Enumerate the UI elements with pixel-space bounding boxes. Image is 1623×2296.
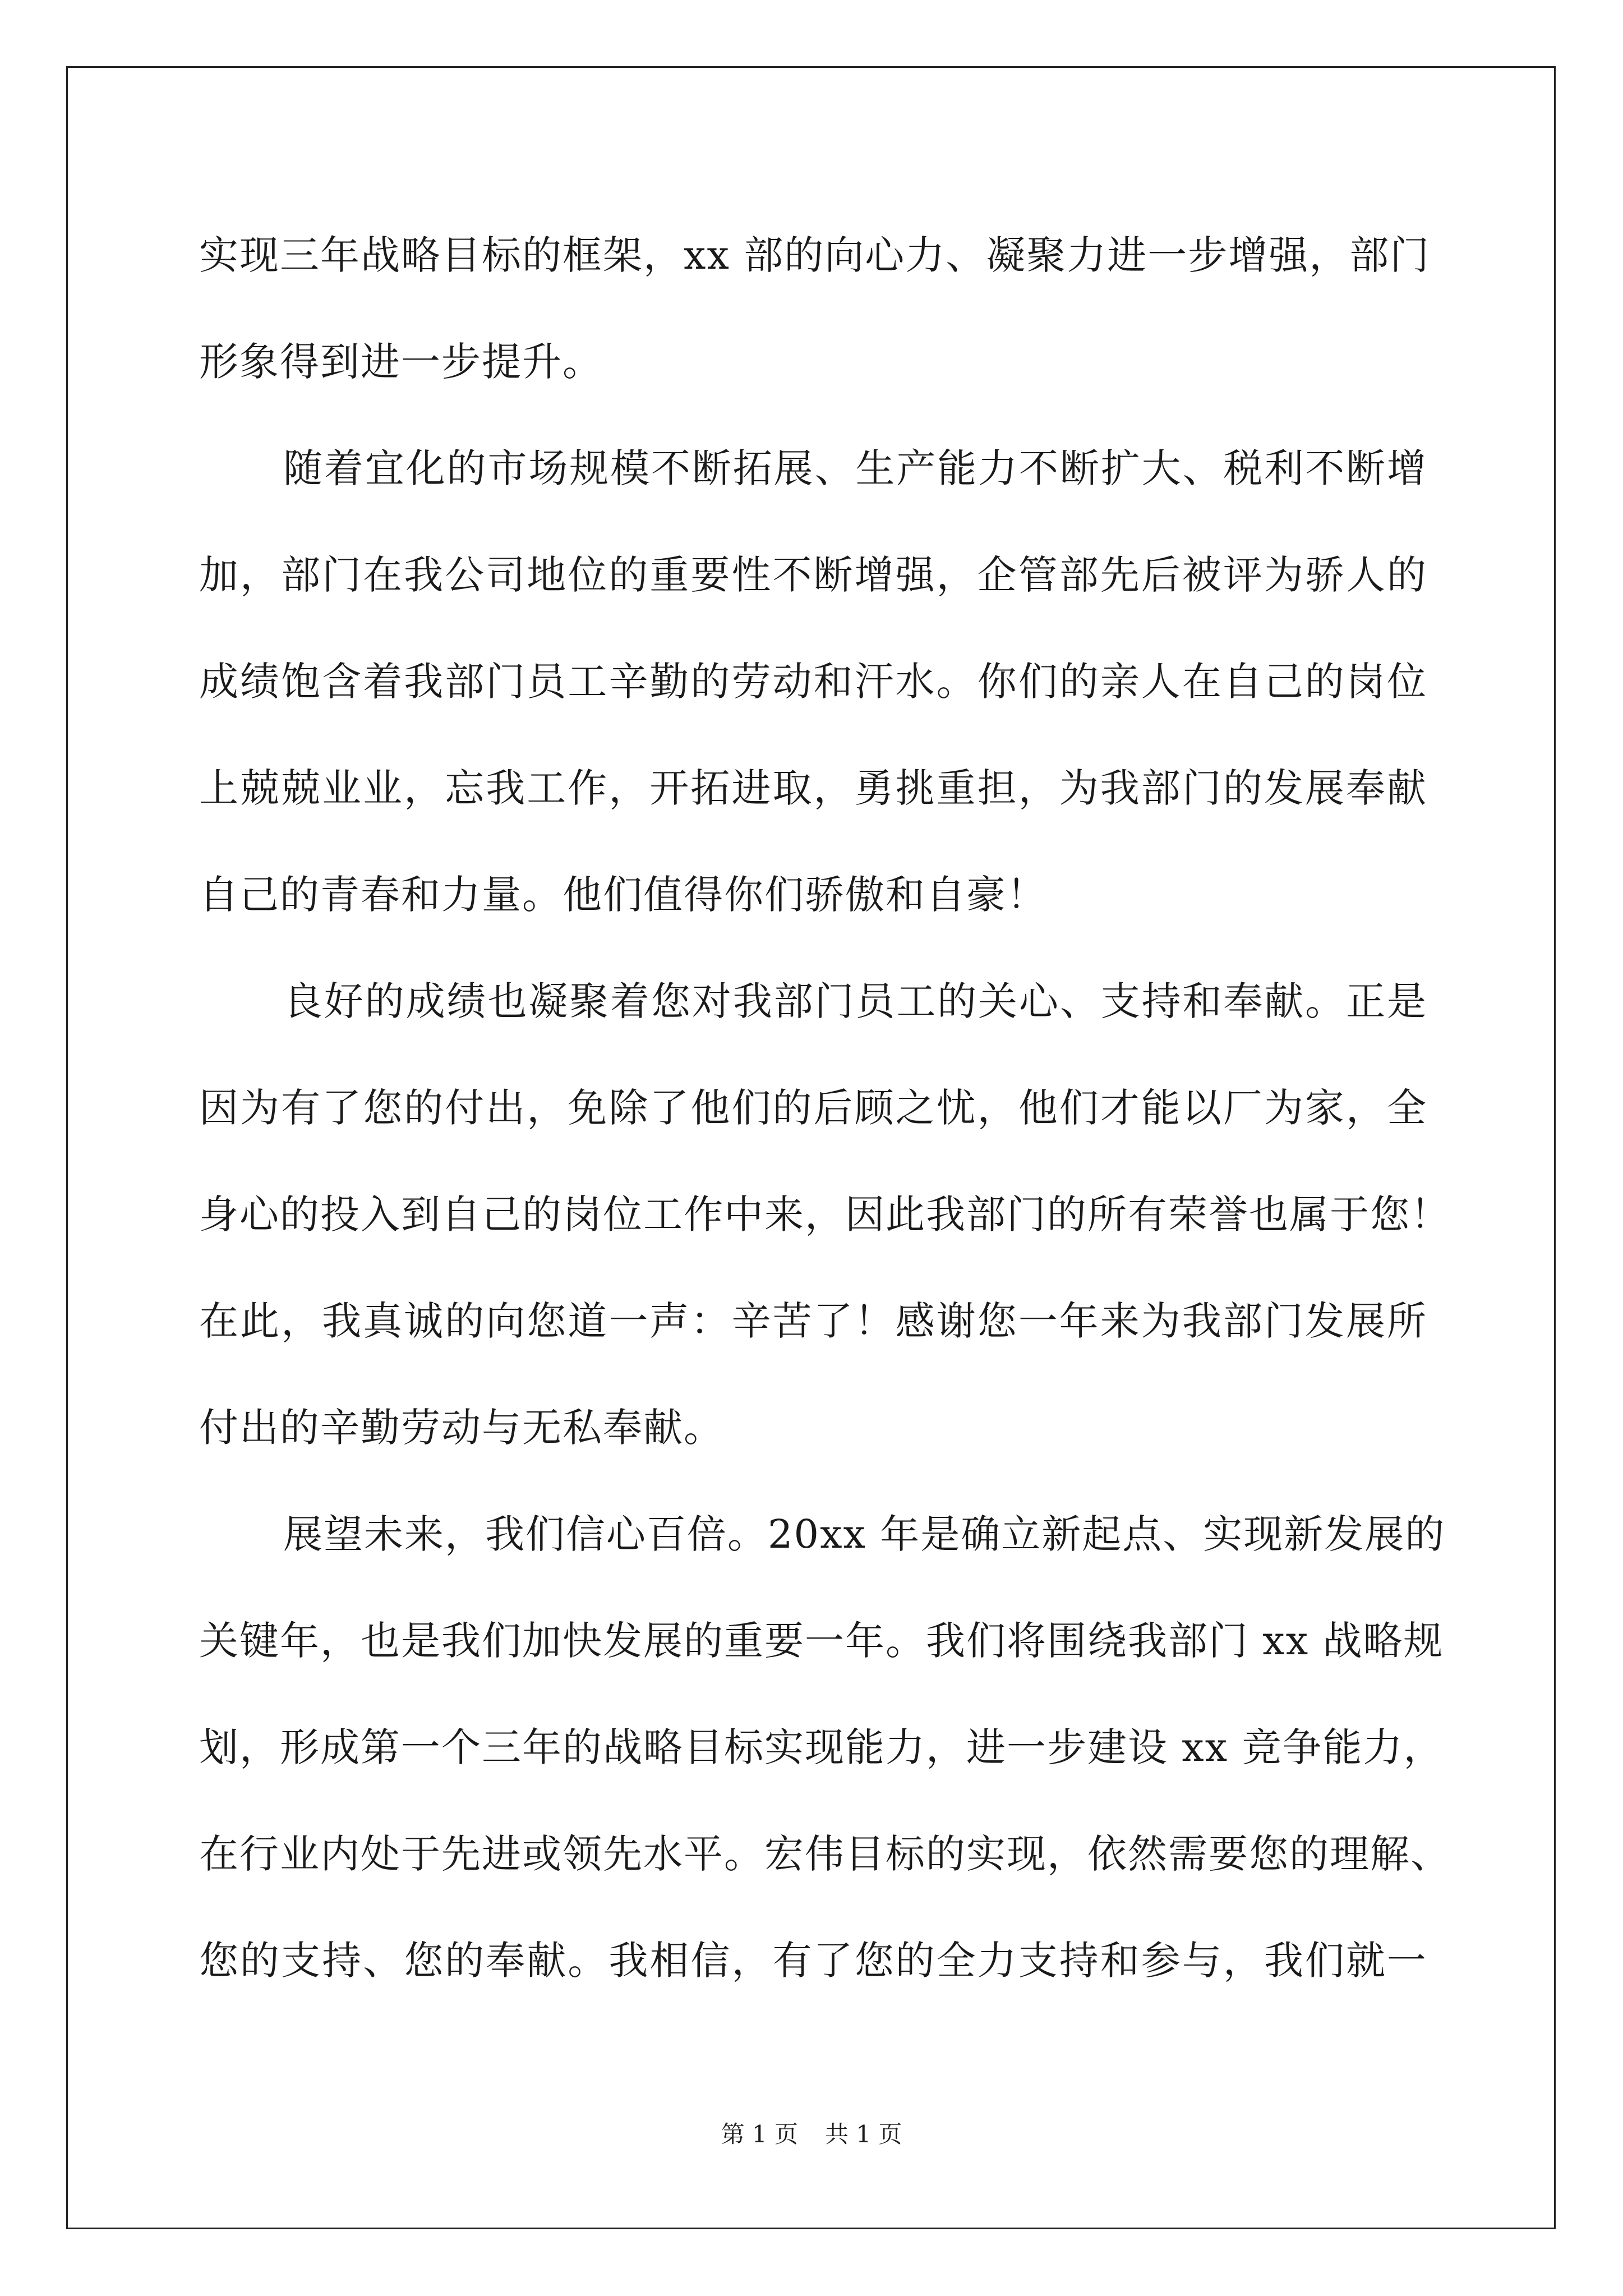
page-number: 第 1 页	[721, 2120, 798, 2148]
text-line: 因为有了您的付出，免除了他们的后顾之忧，他们才能以厂为家，全	[199, 1085, 1427, 1131]
text-line: 自己的青春和力量。他们值得你们骄傲和自豪！	[199, 872, 1047, 918]
text-line: 您的支持、您的奉献。我相信，有了您的全力支持和参与，我们就一	[199, 1938, 1427, 1984]
text-line: 在行业内处于先进或领先水平。宏伟目标的实现，依然需要您的理解、	[199, 1831, 1451, 1877]
page-footer	[0, 2116, 1623, 2150]
text-line: 在此，我真诚的向您道一声：辛苦了！感谢您一年来为我部门发展所	[199, 1298, 1427, 1344]
text-line: 关键年，也是我们加快发展的重要一年。我们将围绕我部门 xx 战略规	[199, 1618, 1444, 1664]
text-line: 实现三年战略目标的框架，xx 部的向心力、凝聚力进一步增强，部门	[199, 232, 1431, 278]
text-line: 成绩饱含着我部门员工辛勤的劳动和汗水。你们的亲人在自己的岗位	[199, 659, 1427, 705]
text-line: 随着宜化的市场规模不断拓展、生产能力不断扩大、税利不断增	[283, 445, 1427, 491]
text-line: 付出的辛勤劳动与无私奉献。	[199, 1405, 724, 1451]
text-line: 形象得到进一步提升。	[199, 339, 603, 385]
document-body	[199, 202, 1451, 2014]
text-line: 加，部门在我公司地位的重要性不断增强，企管部先后被评为骄人的	[199, 552, 1427, 598]
page-total: 共 1 页	[825, 2120, 902, 2148]
text-line: 身心的投入到自己的岗位工作中来，因此我部门的所有荣誉也属于您！	[199, 1191, 1451, 1237]
text-line: 良好的成绩也凝聚着您对我部门员工的关心、支持和奉献。正是	[283, 978, 1427, 1024]
text-line: 划，形成第一个三年的战略目标实现能力，进一步建设 xx 竞争能力，	[199, 1724, 1444, 1770]
text-line: 展望未来，我们信心百倍。20xx 年是确立新起点、实现新发展的	[283, 1511, 1446, 1557]
text-line: 上兢兢业业，忘我工作，开拓进取，勇挑重担，为我部门的发展奉献	[199, 765, 1427, 811]
